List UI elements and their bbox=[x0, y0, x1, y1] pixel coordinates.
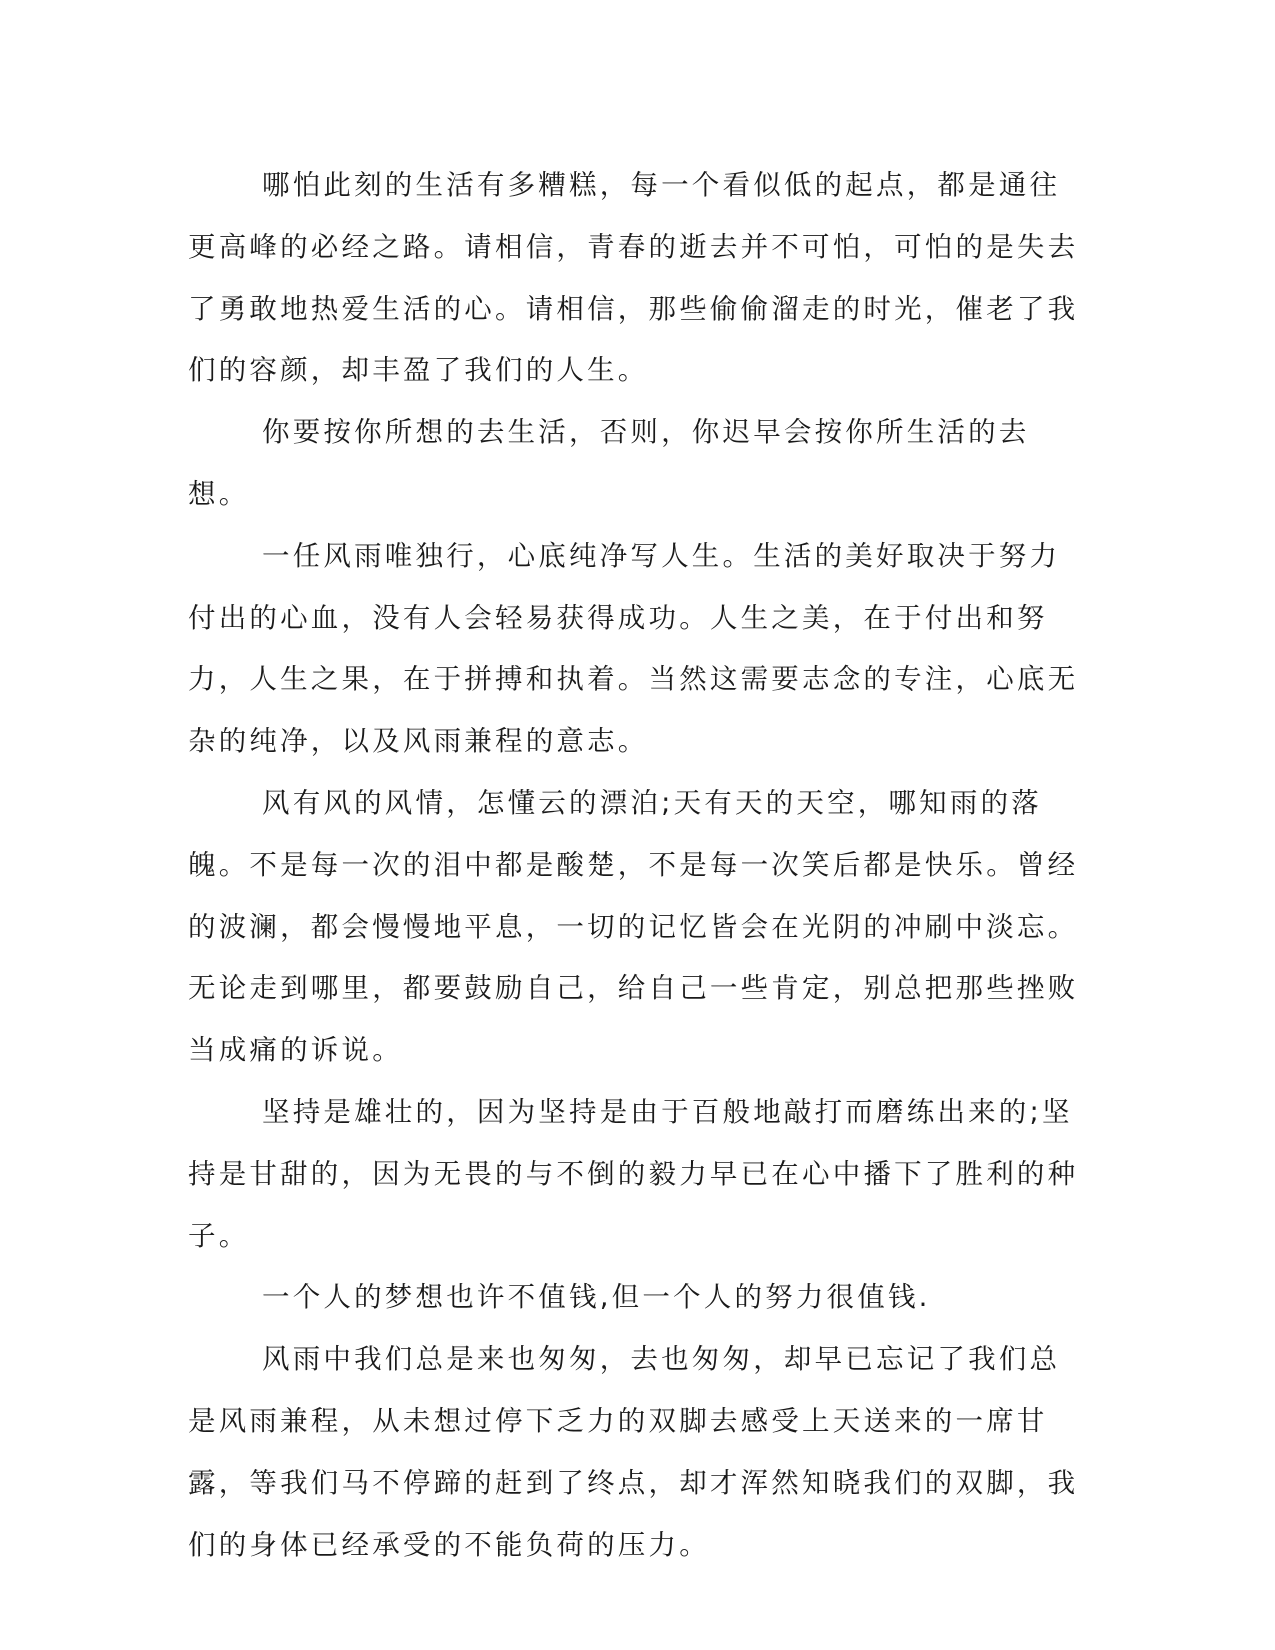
paragraph-2: 你要按你所想的去生活，否则，你迟早会按你所生活的去想。 bbox=[188, 416, 1030, 510]
paragraph-6: 一个人的梦想也许不值钱,但一个人的努力很值钱. bbox=[262, 1281, 931, 1314]
paragraph-7: 风雨中我们总是来也匆匆，去也匆匆，却早已忘记了我们总是风雨兼程，从未想过停下乏力的双脚去感受上天送来的一席甘露，等我们马不停蹄的赶到了终点，却才浑然知晓我们的双脚，我们的身体已经承受的不能负荷的压力。 bbox=[188, 1343, 1079, 1561]
paragraph-4: 风有风的风情，怎懂云的漂泊;天有天的天空，哪知雨的落魄。不是每一次的泪中都是酸楚，不是每一次笑后都是快乐。曾经的波澜，都会慢慢地平息，一切的记忆皆会在光阴的冲刷中淡忘。无论走到哪里，都要鼓励自己，给自己一些肯定，别总把那些挫败当成痛的诉说。 bbox=[188, 786, 1079, 1067]
document-body bbox=[188, 155, 1086, 1576]
paragraph-5: 坚持是雄壮的，因为坚持是由于百般地敲打而磨练出来的;坚持是甘甜的，因为无畏的与不倒的毅力早已在心中播下了胜利的种子。 bbox=[188, 1095, 1079, 1252]
paragraph-1: 哪怕此刻的生活有多糟糕，每一个看似低的起点，都是通往更高峰的必经之路。请相信，青春的逝去并不可怕，可怕的是失去了勇敢地热爱生活的心。请相信，那些偷偷溜走的时光，催老了我们的容颜，却丰盈了我们的人生。 bbox=[188, 169, 1079, 387]
paragraph-3: 一任风雨唯独行，心底纯净写人生。生活的美好取决于努力付出的心血，没有人会轻易获得成功。人生之美，在于付出和努力，人生之果，在于拼搏和执着。当然这需要志念的专注，心底无杂的纯净，以及风雨兼程的意志。 bbox=[188, 539, 1079, 758]
